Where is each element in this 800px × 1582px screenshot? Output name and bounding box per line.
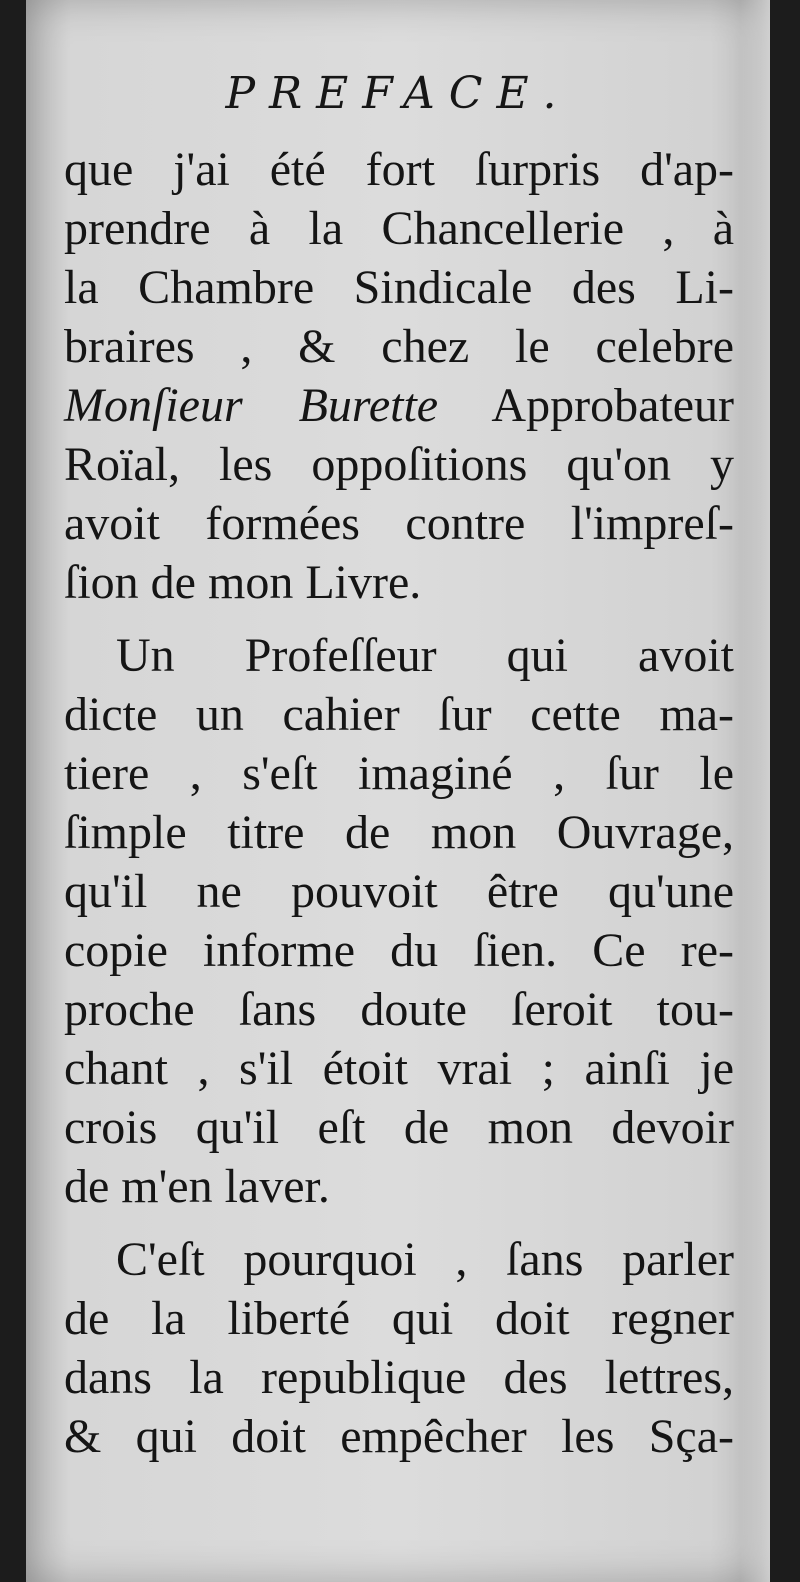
book-page xyxy=(26,0,770,1582)
text-line: dicte un cahier ſur cette ma- xyxy=(64,688,734,741)
text-line: & qui doit empêcher les Sça- xyxy=(64,1410,734,1463)
page-edge-shading xyxy=(740,0,770,1582)
text-line: que j'ai été fort ſurpris d'ap- xyxy=(64,143,734,196)
body-text xyxy=(64,140,734,1466)
text-line: la Chambre Sindicale des Li- xyxy=(64,261,734,314)
text-line xyxy=(64,376,734,435)
paragraph-gap xyxy=(64,612,734,626)
text-line: de m'en laver. xyxy=(64,1160,330,1213)
text-line: qu'il ne pouvoit être qu'une xyxy=(64,865,734,918)
text-line: proche ſans doute ſeroit tou- xyxy=(64,983,734,1036)
text-line: C'eſt pourquoi , ſans parler xyxy=(116,1233,734,1286)
paragraph-gap xyxy=(64,1216,734,1230)
text-line: braires , & chez le celebre xyxy=(64,320,734,373)
text-line: dans la republique des lettres, xyxy=(64,1351,734,1404)
running-header: PREFACE. xyxy=(225,68,571,119)
text-line: ſimple titre de mon Ouvrage, xyxy=(64,806,734,859)
text-line: prendre à la Chancellerie , à xyxy=(64,202,734,255)
text-line: crois qu'il eſt de mon devoir xyxy=(64,1101,734,1154)
text-line: de la liberté qui doit regner xyxy=(64,1292,734,1345)
text-line: tiere , s'eſt imaginé , ſur le xyxy=(64,747,734,800)
text-line: Roïal, les oppoſitions qu'on y xyxy=(64,438,734,491)
text-line: copie informe du ſien. Ce re- xyxy=(64,924,734,977)
italic-name: Monſieur Burette xyxy=(64,379,439,432)
text-line: ſion de mon Livre. xyxy=(64,556,422,609)
text-line: Un Profeſſeur qui avoit xyxy=(116,629,734,682)
text-line: avoit formées contre l'impreſ- xyxy=(64,497,734,550)
text-fragment: Approbateur xyxy=(438,379,734,432)
text-line: chant , s'il étoit vrai ; ainſi je xyxy=(64,1042,734,1095)
